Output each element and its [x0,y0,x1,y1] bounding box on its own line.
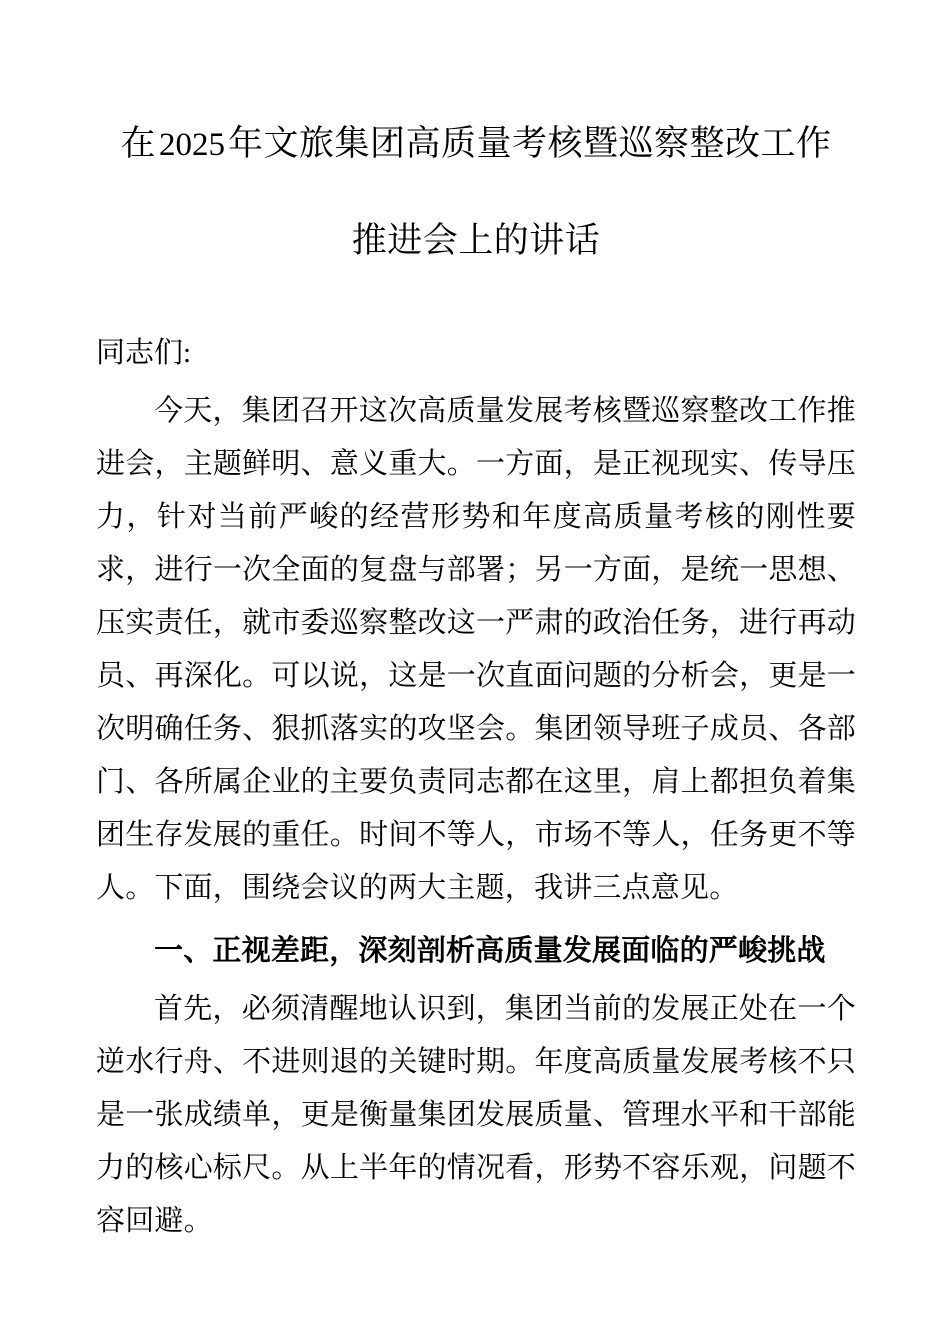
salutation: 同志们: [96,337,192,369]
page-title [96,0,856,289]
title-suffix: 年文旅集团高质量考核暨巡察整改工作 [228,124,832,163]
title-prefix: 在 [120,124,156,163]
title-year: 2025 [159,127,225,163]
paragraph-section-1-body: 首先，必须清醒地认识到，集团当前的发展正处在一个逆水行舟、不进则退的关键时期。年度高质量发展考核不只是一张成绩单，更是衡量集团发展质量、管理水平和干部能力的核心标尺。从上半年的情况看，形势不容乐观，问题不容回避。 [96,993,856,1237]
title-line-1 [96,96,856,193]
section-heading-1: 一、正视差距，深刻剖析高质量发展面临的严峻挑战 [154,935,826,967]
document-body [96,0,856,1248]
paragraph-intro: 今天，集团召开这次高质量发展考核暨巡察整改工作推进会，主题鲜明、意义重大。一方面，是正视现实、传导压力，针对当前严峻的经营形势和年度高质量考核的刚性要求，进行一次全面的复盘与部署；另一方面，是统一思想、压实责任，就市委巡察整改这一严肃的政治任务，进行再动员、再深化。可以说，这是一次直面问题的分析会，更是一次明确任务、狠抓落实的攻坚会。集团领导班子成员、各部门、各所属企业的主要负责同志都在这里，肩上都担负着集团生存发展的重任。时间不等人，市场不等人，任务更不等人。下面，围绕会议的两大主题，我讲三点意见。 [96,395,856,904]
title-line-2: 推进会上的讲话 [351,221,601,260]
